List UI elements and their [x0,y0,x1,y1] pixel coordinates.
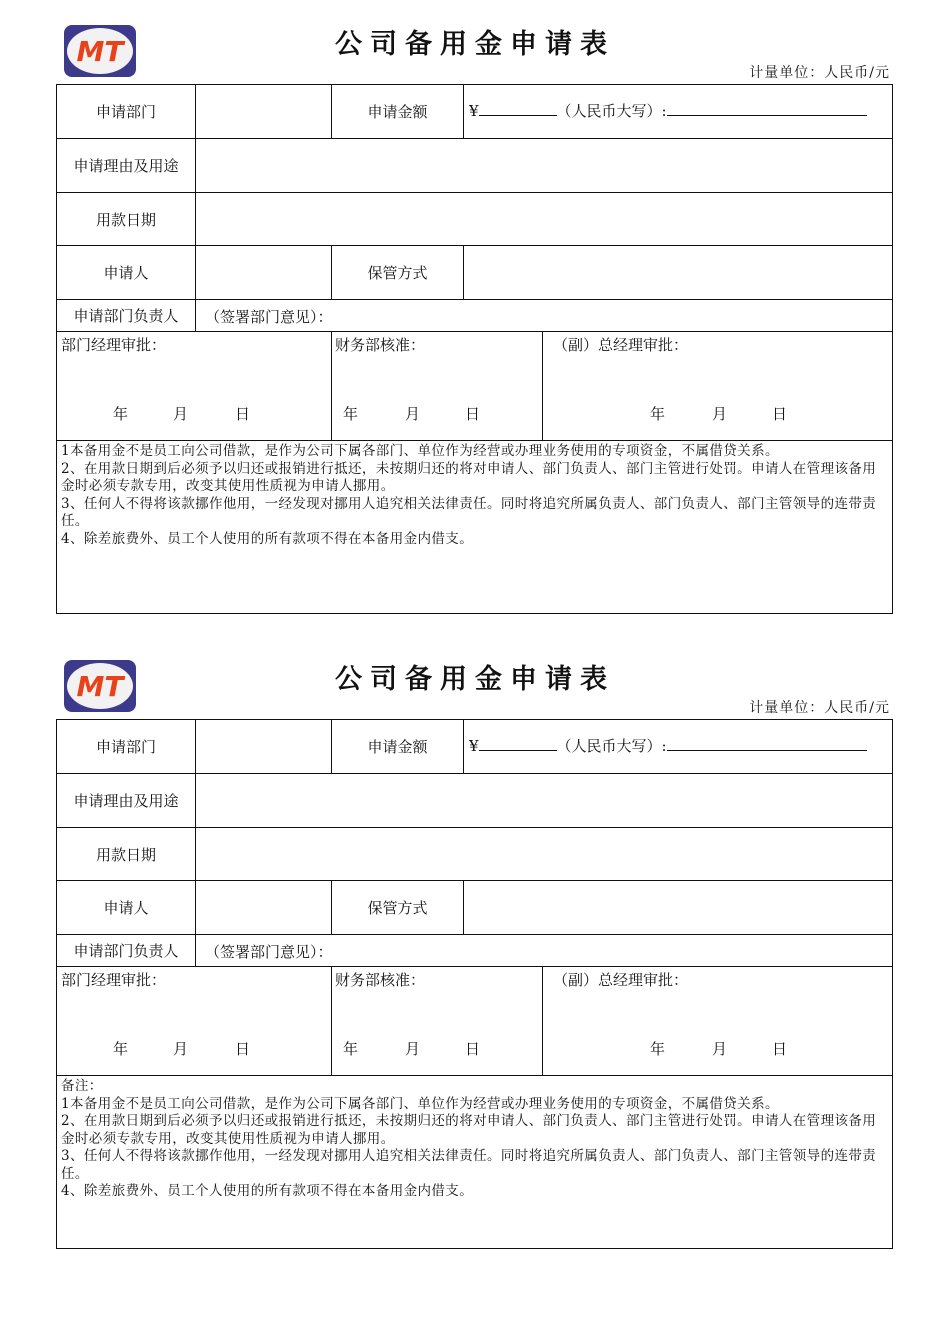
date-label: 用款日期 [95,845,156,864]
applicant-label: 申请人 [103,899,149,917]
note-item: 1本备用金不是员工向公司借款，是作为公司下属各部门、单位作为经营或办理业务使用的专项资金，不属借贷关系。 [61,443,779,459]
custody-label: 保管方式 [367,899,428,917]
reason-field[interactable] [196,774,893,827]
manager-approval-label: 部门经理审批： [61,336,167,354]
custody-label: 保管方式 [367,264,428,282]
reason-field[interactable] [196,139,893,192]
notes-section [61,1078,889,1201]
note-item: 2、在用款日期到后必须予以归还或报销进行抵还，未按期归还的将对申请人、部门负责人、部门主管进行处罚。申请人在管理该备用金时必须专款专用，改变其使用性质视为申请人挪用。 [61,1113,877,1147]
custody-field[interactable] [464,881,893,934]
finance-date[interactable]: 年 月 日 [343,1040,481,1058]
gm-date[interactable]: 年 月 日 [650,405,788,423]
amount-words-label: （人民币大写）: [556,737,667,755]
page-title: 公司备用金申请表 [335,664,615,695]
application-table [56,719,893,1249]
currency-symbol: ¥ [469,737,479,755]
manager-date[interactable]: 年 月 日 [113,405,251,423]
applicant-field[interactable] [196,881,331,934]
dept-field[interactable] [196,85,331,138]
application-table [56,84,893,614]
form-1 [0,0,950,640]
amount-label: 申请金额 [367,738,428,756]
finance-date[interactable]: 年 月 日 [343,405,481,423]
dept-label: 申请部门 [95,103,156,121]
company-logo-icon [64,660,136,712]
notes-heading: 备注： [61,1078,103,1094]
reason-label: 申请理由及用途 [73,792,179,810]
unit-note: 计量单位：人民币/元 [749,65,890,81]
note-item: 4、除差旅费外、员工个人使用的所有款项不得在本备用金内借支。 [61,530,474,547]
amount-words-blank[interactable] [667,736,867,751]
amount-field[interactable] [469,735,889,756]
amount-number-blank[interactable] [479,736,557,751]
note-item: 3、任何人不得将该款挪作他用，一经发现对挪用人追究相关法律责任。同时将追究所属负责人、部门负责人、部门主管领导的连带责任。 [61,1148,877,1182]
dept-head-label: 申请部门负责人 [73,942,179,960]
finance-approval-label: 财务部核准： [335,971,426,989]
dept-head-opinion[interactable]: （签署部门意见）： [205,308,333,326]
manager-approval-label: 部门经理审批： [61,971,167,989]
date-field[interactable] [196,828,893,880]
currency-symbol: ¥ [469,102,479,120]
custody-field[interactable] [464,246,893,299]
page-title: 公司备用金申请表 [335,29,615,60]
gm-approval-label: （副）总经理审批： [553,336,689,354]
note-item: 2、在用款日期到后必须予以归还或报销进行抵还，未按期归还的将对申请人、部门负责人、部门主管进行处罚。申请人在管理该备用金时必须专款专用，改变其使用性质视为申请人挪用。 [61,460,877,494]
date-label: 用款日期 [95,210,156,229]
gm-date[interactable]: 年 月 日 [650,1040,788,1058]
applicant-label: 申请人 [103,264,149,282]
company-logo-icon [64,25,136,77]
unit-note: 计量单位：人民币/元 [749,700,890,716]
notes-section [61,443,889,548]
amount-words-blank[interactable] [667,101,867,116]
note-item: 3、任何人不得将该款挪作他用，一经发现对挪用人追究相关法律责任。同时将追究所属负责人、部门负责人、部门主管领导的连带责任。 [61,495,877,529]
amount-number-blank[interactable] [479,101,557,116]
note-item: 4、除差旅费外、员工个人使用的所有款项不得在本备用金内借支。 [61,1183,474,1199]
amount-label: 申请金额 [367,103,428,121]
manager-date[interactable]: 年 月 日 [113,1040,251,1058]
svg-text:MT: MT [76,670,124,703]
applicant-field[interactable] [196,246,331,299]
dept-field[interactable] [196,720,331,773]
dept-label: 申请部门 [95,738,156,756]
amount-words-label: （人民币大写）: [556,102,667,120]
dept-head-opinion[interactable]: （签署部门意见）： [205,943,333,961]
form-2 [0,635,950,1275]
finance-approval-label: 财务部核准： [335,336,426,354]
gm-approval-label: （副）总经理审批： [553,971,689,989]
svg-text:MT: MT [76,35,124,68]
date-field[interactable] [196,193,893,245]
dept-head-label: 申请部门负责人 [73,307,179,325]
reason-label: 申请理由及用途 [73,157,179,175]
note-item: 1本备用金不是员工向公司借款，是作为公司下属各部门、单位作为经营或办理业务使用的专项资金，不属借贷关系。 [61,1095,779,1112]
amount-field[interactable] [469,100,889,121]
